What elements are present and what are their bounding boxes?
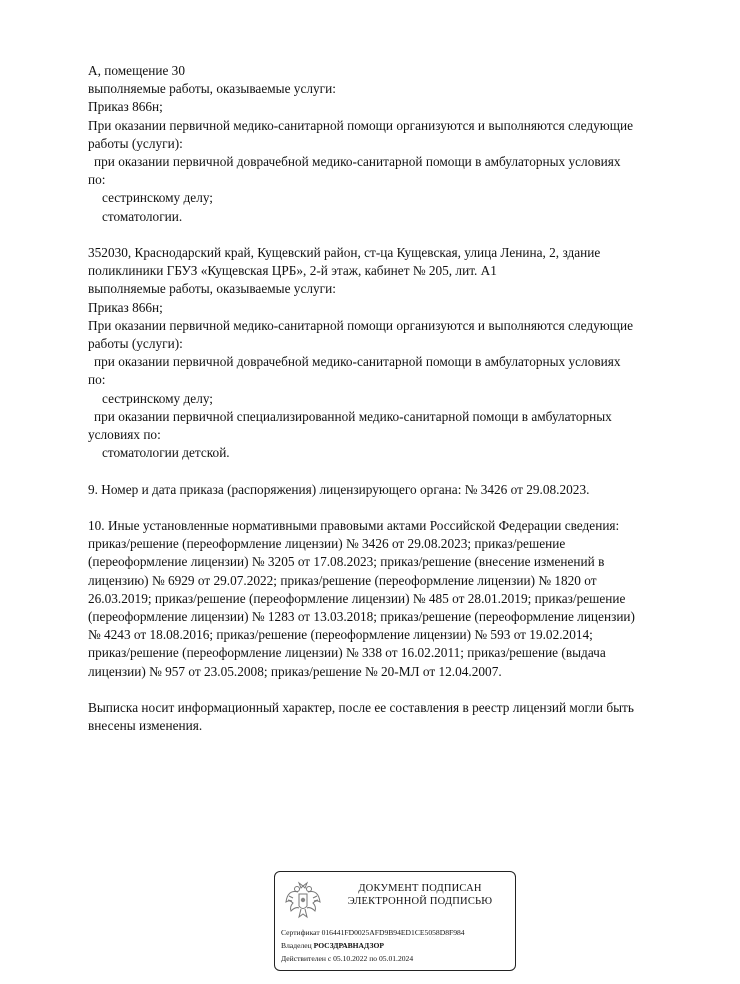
text-line: 26.03.2019; приказ/решение (переоформление лицензии) № 485 от 28.01.2019; приказ/решение bbox=[88, 590, 626, 606]
text-line: поликлиники ГБУЗ «Кущевская ЦРБ», 2-й этаж, кабинет № 205, лит. А1 bbox=[88, 263, 497, 279]
text-line: стоматологии. bbox=[102, 208, 183, 224]
text-line: 10. Иные установленные нормативными правовыми актами Российской Федерации сведения: bbox=[88, 518, 620, 534]
paragraph-gap bbox=[88, 499, 708, 517]
text-line: При оказании первичной медико-санитарной помощи организуются и выполняются следующие bbox=[88, 317, 633, 333]
paragraph-gap bbox=[88, 681, 708, 699]
owner-label: Владелец bbox=[281, 941, 312, 950]
text-line: по: bbox=[88, 372, 106, 388]
stamp-title-line: ДОКУМЕНТ ПОДПИСАН bbox=[358, 883, 482, 894]
stamp-title bbox=[325, 882, 515, 908]
paragraph-gap bbox=[88, 226, 708, 244]
text-line: 352030, Краснодарский край, Кущевский район, ст-ца Кущевская, улица Ленина, 2, здание bbox=[88, 245, 601, 261]
text-line: сестринскому делу; bbox=[102, 390, 213, 406]
validity-line: Действителен с 05.10.2022 по 05.01.2024 bbox=[281, 954, 414, 963]
text-line: А, помещение 30 bbox=[88, 63, 185, 78]
document-body bbox=[88, 62, 708, 735]
text-line: Приказ 866н; bbox=[88, 299, 163, 315]
text-line: выполняемые работы, оказываемые услуги: bbox=[88, 81, 336, 97]
certificate-value: 016441FD0025AFD9B94ED1CE5058D8F984 bbox=[321, 928, 465, 937]
certificate-label: Сертификат bbox=[281, 928, 320, 937]
text-line: сестринскому делу; bbox=[102, 190, 213, 206]
text-line: № 4243 от 18.08.2016; приказ/решение (переоформление лицензии) № 593 от 19.02.2014; bbox=[88, 627, 593, 643]
text-line: Выписка носит информационный характер, после ее составления в реестр лицензий могли быть bbox=[88, 700, 634, 716]
text-line: При оказании первичной медико-санитарной помощи организуются и выполняются следующие bbox=[88, 117, 633, 133]
text-line: лицензию) № 6929 от 29.07.2022; приказ/решение (переоформление лицензии) № 1820 от bbox=[88, 572, 597, 588]
text-line: приказ/решение (переоформление лицензии) № 338 от 16.02.2011; приказ/решение (выдача bbox=[88, 645, 606, 661]
russian-coat-of-arms-icon bbox=[283, 880, 323, 922]
text-line: приказ/решение (переоформление лицензии) № 3426 от 29.08.2023; приказ/решение bbox=[88, 536, 566, 552]
text-line: стоматологии детской. bbox=[102, 445, 230, 461]
text-line: при оказании первичной доврачебной медико-санитарной помощи в амбулаторных условиях bbox=[94, 154, 621, 170]
text-line: 9. Номер и дата приказа (распоряжения) лицензирующего органа: № 3426 от 29.08.2023. bbox=[88, 481, 590, 497]
text-line: (переоформление лицензии) № 1283 от 13.03.2018; приказ/решение (переоформление лицензии) bbox=[88, 609, 635, 625]
text-line: по: bbox=[88, 172, 106, 188]
text-line: работы (услуги): bbox=[88, 336, 183, 352]
text-line: Приказ 866н; bbox=[88, 99, 163, 115]
text-line: выполняемые работы, оказываемые услуги: bbox=[88, 281, 336, 297]
certificate-line bbox=[281, 926, 513, 939]
text-line: (переоформление лицензии) № 3205 от 17.08.2023; приказ/решение (внесение изменений в bbox=[88, 554, 605, 570]
text-line: работы (услуги): bbox=[88, 135, 183, 151]
stamp-details bbox=[281, 926, 513, 965]
text-line: при оказании первичной доврачебной медико-санитарной помощи в амбулаторных условиях bbox=[94, 354, 621, 370]
text-line: условиях по: bbox=[88, 427, 161, 443]
text-line: лицензии) № 957 от 23.05.2008; приказ/решение № 20-МЛ от 12.04.2007. bbox=[88, 663, 502, 679]
text-line: внесены изменения. bbox=[88, 718, 203, 734]
stamp-title-line: ЭЛЕКТРОННОЙ ПОДПИСЬЮ bbox=[347, 896, 493, 907]
paragraph-gap bbox=[88, 462, 708, 480]
owner-value: РОСЗДРАВНАДЗОР bbox=[313, 941, 385, 950]
owner-line bbox=[281, 939, 513, 952]
text-line: при оказании первичной специализированной медико-санитарной помощи в амбулаторных bbox=[94, 408, 612, 424]
digital-signature-stamp bbox=[274, 871, 516, 971]
